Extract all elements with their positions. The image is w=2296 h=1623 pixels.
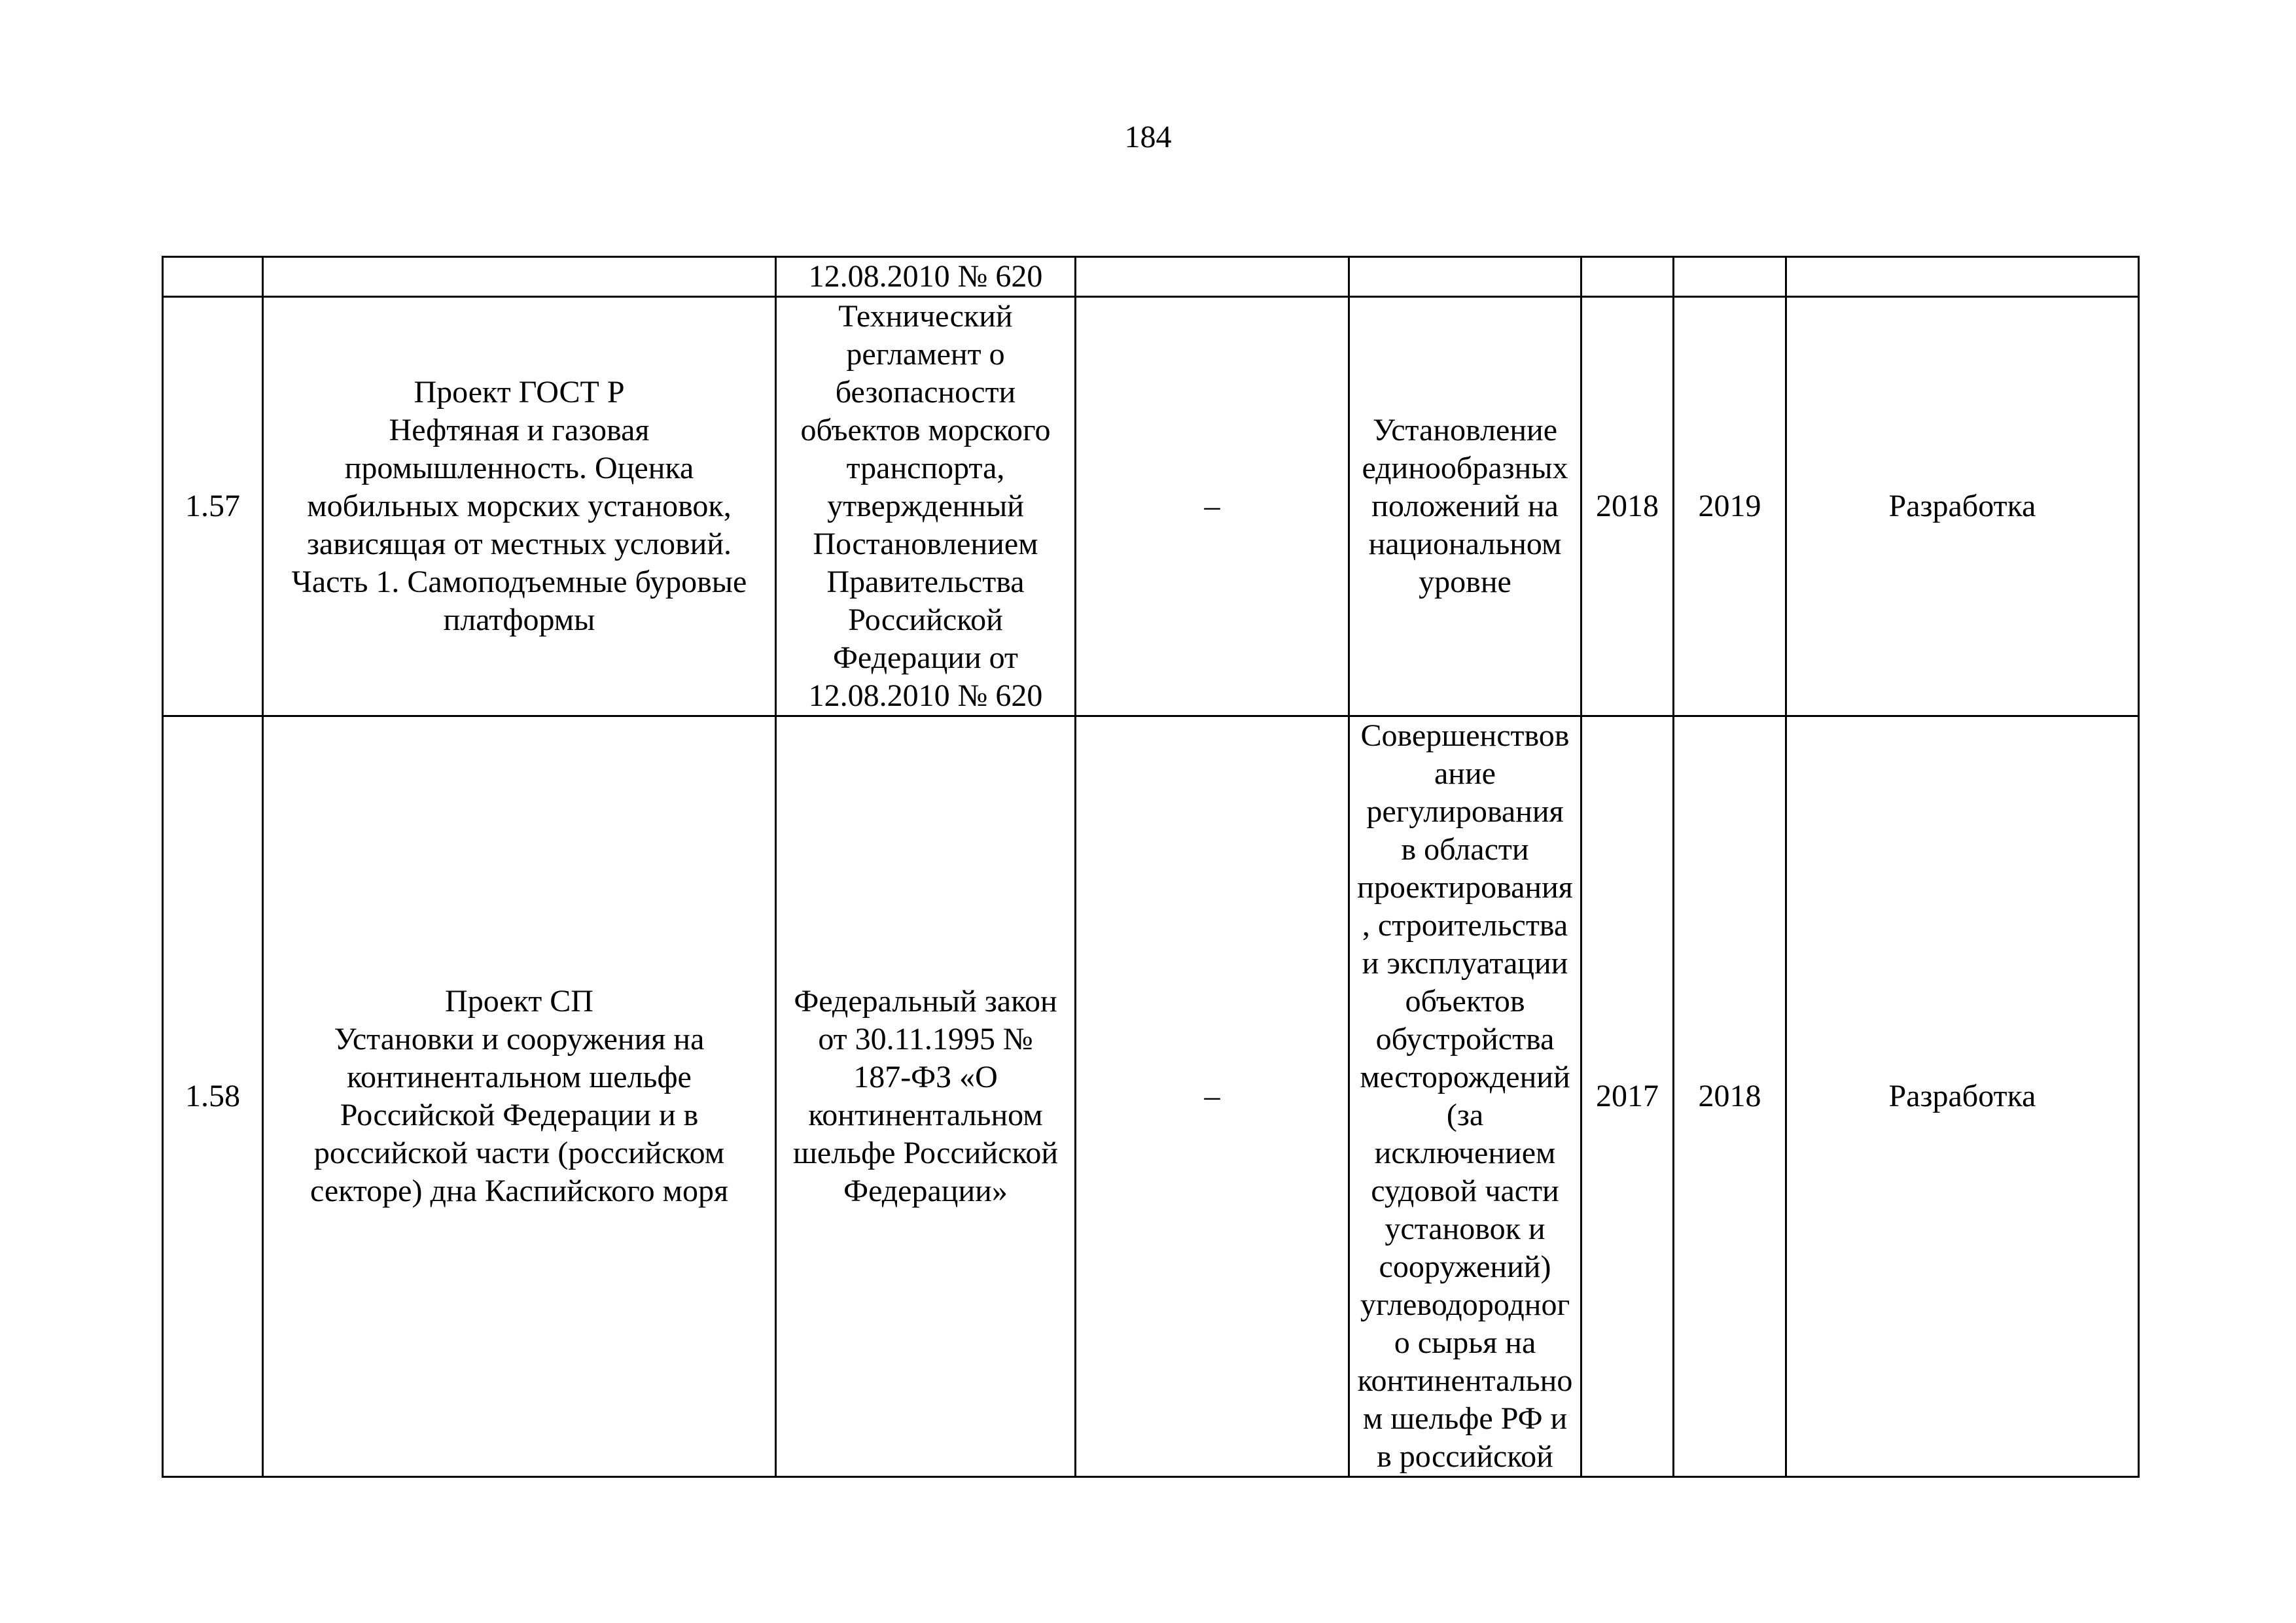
cell-document-name	[263, 257, 776, 297]
purpose-line: м шельфе РФ и	[1362, 1401, 1568, 1436]
table-row	[163, 297, 2139, 716]
purpose-line: обустройства	[1375, 1022, 1555, 1056]
cell-start-year: 2018	[1581, 297, 1674, 716]
legal-basis-line: 187-ФЗ «О	[853, 1060, 998, 1094]
cell-column-4: –	[1076, 716, 1349, 1477]
document-name-line: Установки и сооружения на	[334, 1022, 705, 1056]
cell-purpose	[1349, 257, 1581, 297]
purpose-line: и эксплуатации	[1362, 946, 1568, 981]
page-number: 184	[1124, 120, 1172, 154]
legal-basis-line: транспорта,	[846, 451, 1005, 485]
legal-basis-line: Постановлением	[813, 527, 1038, 561]
document-name-line: Проект СП	[445, 984, 593, 1019]
cell-legal-basis	[776, 297, 1076, 716]
document-name-line: Часть 1. Самоподъемные буровые	[291, 565, 747, 599]
cell-legal-basis: 12.08.2010 № 620	[776, 257, 1076, 297]
purpose-line: объектов	[1405, 984, 1525, 1019]
purpose-line: ание	[1434, 756, 1496, 791]
cell-start-year: 2017	[1581, 716, 1674, 1477]
cell-column-4: –	[1076, 297, 1349, 716]
cell-start-year	[1581, 257, 1674, 297]
document-name-line: мобильных морских установок,	[307, 489, 732, 523]
cell-number: 1.57	[163, 297, 263, 716]
legal-basis-line: Технический	[838, 299, 1013, 334]
legal-basis-line: от 30.11.1995 №	[818, 1022, 1033, 1056]
purpose-line: единообразных	[1362, 451, 1568, 485]
cell-purpose	[1349, 297, 1581, 716]
cell-end-year: 2019	[1674, 297, 1786, 716]
purpose-line: (за	[1446, 1098, 1484, 1132]
legal-basis-line: Федеральный закон	[794, 984, 1057, 1019]
document-name-line: континентальном шельфе	[347, 1060, 692, 1094]
purpose-line: уровне	[1419, 565, 1511, 599]
standards-plan-table	[162, 256, 2140, 1478]
cell-status	[1786, 257, 2139, 297]
cell-status: Разработка	[1786, 297, 2139, 716]
cell-status: Разработка	[1786, 716, 2139, 1477]
purpose-line: регулирования	[1366, 794, 1564, 829]
cell-purpose	[1349, 716, 1581, 1477]
legal-basis-line: континентальном	[808, 1098, 1043, 1132]
legal-basis-line: Правительства	[826, 565, 1025, 599]
cell-legal-basis	[776, 716, 1076, 1477]
purpose-line: месторождений	[1360, 1060, 1570, 1094]
purpose-line: , строительства	[1362, 908, 1568, 943]
document-name-line: Нефтяная и газовая	[389, 413, 650, 447]
document-name-line: российской части (российском	[313, 1136, 725, 1170]
legal-basis-line: 12.08.2010 № 620	[808, 678, 1043, 713]
document-name-line: платформы	[443, 602, 595, 637]
legal-basis-line: Федерации от	[832, 640, 1019, 675]
table-row	[163, 716, 2139, 1477]
cell-document-name	[263, 297, 776, 716]
document-name-line: секторе) дна Каспийского моря	[309, 1174, 729, 1208]
legal-basis-line: регламент о	[846, 337, 1005, 372]
cell-number: 1.58	[163, 716, 263, 1477]
cell-end-year: 2018	[1674, 716, 1786, 1477]
cell-column-4	[1076, 257, 1349, 297]
purpose-line: проектирования	[1357, 870, 1573, 905]
purpose-line: судовой части	[1371, 1174, 1559, 1208]
document-name-line: зависящая от местных условий.	[306, 527, 732, 561]
purpose-line: установок и	[1385, 1212, 1545, 1246]
legal-basis-line: Российской	[848, 602, 1003, 637]
legal-basis-line: объектов морского	[800, 413, 1051, 447]
purpose-line: углеводородног	[1360, 1287, 1570, 1322]
purpose-line: в российской	[1377, 1439, 1553, 1474]
document-name-line: Проект ГОСТ Р	[414, 375, 625, 410]
cell-number	[163, 257, 263, 297]
purpose-line: континентально	[1357, 1363, 1573, 1398]
document-name-line: Российской Федерации и в	[340, 1098, 699, 1132]
purpose-line: сооружений)	[1379, 1249, 1551, 1284]
legal-basis-line: Федерации»	[843, 1174, 1008, 1208]
purpose-line: национальном	[1368, 527, 1562, 561]
purpose-line: о сырья на	[1394, 1325, 1536, 1360]
legal-basis-line: безопасности	[835, 375, 1016, 410]
purpose-line: в области	[1401, 832, 1529, 867]
purpose-line: Установление	[1372, 413, 1558, 447]
legal-basis-line: шельфе Российской	[792, 1136, 1059, 1170]
purpose-line: исключением	[1374, 1136, 1556, 1170]
purpose-line: положений на	[1371, 489, 1559, 523]
cell-document-name	[263, 716, 776, 1477]
legal-basis-line: утвержденный	[827, 489, 1024, 523]
purpose-line: Совершенствов	[1360, 718, 1570, 753]
document-name-line: промышленность. Оценка	[344, 451, 694, 485]
cell-end-year	[1674, 257, 1786, 297]
table-row-continuation	[163, 257, 2139, 297]
